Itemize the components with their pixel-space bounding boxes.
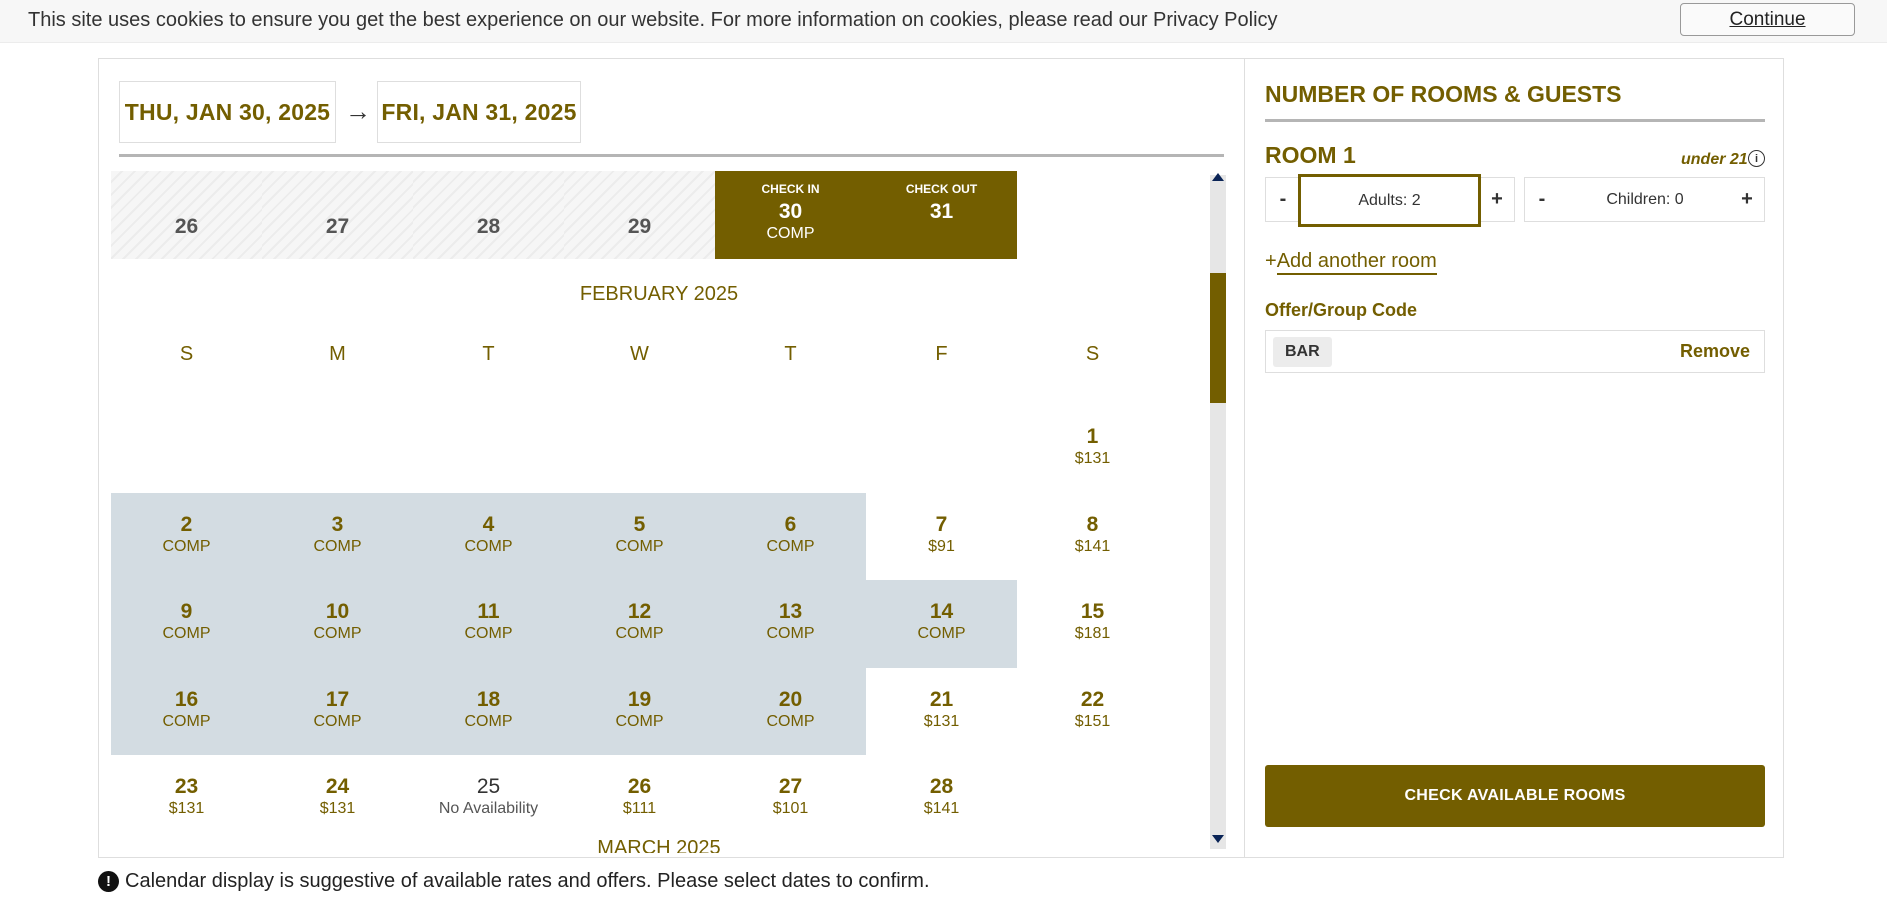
scroll-down-arrow-icon[interactable] bbox=[1212, 835, 1224, 843]
calendar-day-feb-13[interactable] bbox=[715, 580, 866, 668]
weekday-header: S bbox=[179, 343, 194, 365]
weekday-header: F bbox=[935, 343, 948, 365]
day-rate: $151 bbox=[1074, 712, 1111, 730]
calendar-day-feb-12[interactable] bbox=[564, 580, 715, 668]
day-rate: COMP bbox=[615, 712, 664, 730]
children-decrease-button[interactable]: - bbox=[1525, 178, 1559, 221]
day-number: 10 bbox=[325, 600, 350, 623]
day-number: 1 bbox=[1086, 425, 1099, 448]
cookie-message: This site uses cookies to ensure you get the best experience on our website. For more information on cookies, please read our Privacy Policy bbox=[28, 9, 1278, 31]
calendar-day-feb-1[interactable] bbox=[1017, 405, 1168, 493]
calendar-day-feb-10[interactable] bbox=[262, 580, 413, 668]
day-number: 15 bbox=[1080, 600, 1105, 623]
date-divider bbox=[119, 154, 1224, 157]
check-in-tag: CHECK IN bbox=[761, 182, 820, 196]
day-rate: COMP bbox=[766, 537, 815, 555]
cookie-continue-button[interactable]: Continue bbox=[1680, 3, 1855, 36]
weekday-header: M bbox=[329, 343, 346, 365]
under-21-label: under 21 bbox=[1681, 151, 1748, 168]
calendar-day-feb-9[interactable] bbox=[111, 580, 262, 668]
calendar-day-feb-4[interactable] bbox=[413, 493, 564, 581]
day-rate: $181 bbox=[1074, 625, 1111, 642]
adults-decrease-button[interactable]: - bbox=[1266, 178, 1300, 221]
calendar-day-feb-21[interactable] bbox=[866, 668, 1017, 756]
calendar-disclaimer bbox=[98, 870, 930, 893]
disclaimer-text: Calendar display is suggestive of available rates and offers. Please select dates to confirm. bbox=[125, 870, 930, 892]
day-number: 23 bbox=[174, 775, 199, 798]
add-room-plus: + bbox=[1265, 250, 1277, 272]
calendar-panel bbox=[98, 58, 1245, 858]
day-rate: COMP bbox=[162, 537, 211, 555]
calendar-day-jan-27[interactable] bbox=[262, 171, 413, 259]
day-rate: $101 bbox=[772, 800, 809, 817]
day-rate: $141 bbox=[923, 800, 960, 817]
cookie-banner bbox=[0, 0, 1887, 43]
day-rate: COMP bbox=[313, 712, 362, 730]
day-number: 7 bbox=[935, 512, 948, 536]
day-rate: $141 bbox=[1074, 537, 1111, 555]
check-available-rooms-button[interactable]: CHECK AVAILABLE ROOMS bbox=[1265, 765, 1765, 827]
calendar-day-jan-28[interactable] bbox=[413, 171, 564, 259]
calendar-day-feb-3[interactable] bbox=[262, 493, 413, 581]
day-number: 20 bbox=[778, 687, 803, 711]
day-number: 4 bbox=[482, 512, 495, 536]
offer-code-label: Offer/Group Code bbox=[1265, 300, 1417, 320]
calendar-day-jan-29[interactable] bbox=[564, 171, 715, 259]
check-in-date[interactable]: THU, JAN 30, 2025 bbox=[119, 81, 336, 143]
add-room-label[interactable]: Add another room bbox=[1277, 250, 1437, 275]
calendar-day-feb-24[interactable] bbox=[262, 755, 413, 843]
day-number: 8 bbox=[1086, 512, 1099, 536]
scroll-up-arrow-icon[interactable] bbox=[1212, 173, 1224, 181]
day-number: 30 bbox=[778, 200, 803, 223]
month-title-march: MARCH 2025 bbox=[597, 837, 721, 853]
day-number: 27 bbox=[778, 775, 803, 798]
day-number: 28 bbox=[476, 215, 501, 238]
day-rate: COMP bbox=[464, 537, 513, 555]
arrow-right-icon: → bbox=[345, 96, 371, 126]
calendar-day-feb-19[interactable] bbox=[564, 668, 715, 756]
calendar-scrollbar-thumb[interactable] bbox=[1210, 273, 1226, 403]
day-number: 26 bbox=[627, 775, 652, 798]
day-rate: $131 bbox=[319, 800, 356, 817]
day-rate: COMP bbox=[464, 712, 513, 730]
day-rate: COMP bbox=[615, 537, 664, 555]
day-rate: COMP bbox=[615, 625, 664, 642]
adults-stepper bbox=[1265, 177, 1515, 222]
calendar-grid bbox=[111, 171, 1226, 853]
rooms-guests-title: NUMBER OF ROOMS & GUESTS bbox=[1265, 81, 1622, 107]
calendar-day-feb-7[interactable] bbox=[866, 493, 1017, 581]
day-rate: $131 bbox=[923, 712, 960, 730]
day-number: 19 bbox=[627, 687, 652, 711]
day-rate: $131 bbox=[168, 800, 205, 817]
children-stepper bbox=[1524, 177, 1765, 222]
children-field[interactable]: Children: 0 bbox=[1606, 190, 1684, 208]
calendar-day-feb-28[interactable] bbox=[866, 755, 1017, 843]
calendar-day-feb-11[interactable] bbox=[413, 580, 564, 668]
day-number: 13 bbox=[778, 600, 803, 623]
info-icon[interactable]: i bbox=[1748, 150, 1765, 167]
day-number: 11 bbox=[477, 600, 500, 623]
remove-offer-link[interactable]: Remove bbox=[1679, 341, 1750, 361]
weekday-header: W bbox=[630, 343, 649, 365]
day-rate: COMP bbox=[162, 625, 211, 642]
title-divider bbox=[1265, 119, 1765, 122]
day-rate: COMP bbox=[464, 625, 513, 642]
day-number: 22 bbox=[1080, 687, 1105, 711]
add-another-room-link[interactable] bbox=[1265, 250, 1437, 273]
day-number: 21 bbox=[929, 687, 954, 711]
day-number: 12 bbox=[627, 600, 652, 623]
day-number: 25 bbox=[476, 775, 501, 798]
calendar-day-feb-16[interactable] bbox=[111, 668, 262, 756]
day-rate: COMP bbox=[766, 225, 815, 242]
day-number: 5 bbox=[633, 512, 646, 536]
day-rate: COMP bbox=[766, 625, 815, 642]
calendar-day-feb-5[interactable] bbox=[564, 493, 715, 581]
calendar-day-jan-30[interactable] bbox=[715, 171, 866, 259]
day-rate: COMP bbox=[313, 625, 362, 642]
day-number: 27 bbox=[325, 215, 350, 238]
month-title-february: FEBRUARY 2025 bbox=[579, 283, 739, 305]
day-number: 31 bbox=[929, 200, 954, 223]
alert-icon: ! bbox=[98, 871, 119, 892]
day-rate: $91 bbox=[928, 537, 955, 555]
calendar-day-feb-23[interactable] bbox=[111, 755, 262, 843]
calendar-day-feb-25 bbox=[413, 755, 564, 843]
day-number: 26 bbox=[174, 215, 199, 238]
day-number: 6 bbox=[784, 512, 797, 536]
offer-code-chip: BAR bbox=[1273, 337, 1332, 367]
day-number: 16 bbox=[174, 687, 199, 711]
day-number: 14 bbox=[929, 600, 954, 623]
day-number: 2 bbox=[180, 512, 193, 536]
day-number: 18 bbox=[476, 687, 501, 711]
calendar-day-feb-2[interactable] bbox=[111, 493, 262, 581]
day-number: 28 bbox=[929, 775, 954, 798]
day-number: 17 bbox=[325, 687, 350, 711]
day-rate: COMP bbox=[917, 625, 966, 642]
room-title: ROOM 1 bbox=[1265, 142, 1356, 168]
day-rate: COMP bbox=[162, 712, 211, 730]
offer-code-field[interactable] bbox=[1265, 330, 1765, 373]
calendar-day-feb-17[interactable] bbox=[262, 668, 413, 756]
calendar-day-feb-18[interactable] bbox=[413, 668, 564, 756]
children-increase-button[interactable]: + bbox=[1730, 178, 1764, 221]
day-rate: $131 bbox=[1074, 450, 1111, 467]
calendar-day-feb-27[interactable] bbox=[715, 755, 866, 843]
day-number: 29 bbox=[627, 215, 652, 238]
no-availability-label: No Availability bbox=[438, 800, 539, 817]
adults-increase-button[interactable]: + bbox=[1480, 178, 1514, 221]
calendar-day-feb-26[interactable] bbox=[564, 755, 715, 843]
day-rate: $111 bbox=[622, 800, 657, 817]
calendar-day-feb-14[interactable] bbox=[866, 580, 1017, 668]
adults-field[interactable]: Adults: 2 bbox=[1298, 174, 1481, 227]
check-out-date[interactable]: FRI, JAN 31, 2025 bbox=[377, 81, 581, 143]
weekday-header: S bbox=[1085, 343, 1100, 365]
calendar-day-jan-26[interactable] bbox=[111, 171, 262, 259]
day-number: 9 bbox=[180, 600, 193, 623]
rooms-guests-panel bbox=[1244, 58, 1784, 858]
calendar-day-feb-8[interactable] bbox=[1017, 493, 1168, 581]
weekday-header: T bbox=[784, 343, 797, 365]
day-number: 3 bbox=[331, 512, 344, 536]
calendar-day-jan-31[interactable] bbox=[866, 171, 1017, 259]
calendar-day-feb-20[interactable] bbox=[715, 668, 866, 756]
day-rate: COMP bbox=[766, 712, 815, 730]
weekday-header: T bbox=[482, 343, 495, 365]
day-number: 24 bbox=[325, 775, 350, 798]
check-out-tag: CHECK OUT bbox=[905, 182, 978, 196]
calendar-day-feb-6[interactable] bbox=[715, 493, 866, 581]
day-rate: COMP bbox=[313, 537, 362, 555]
calendar-day-feb-22[interactable] bbox=[1017, 668, 1168, 756]
calendar-day-feb-15[interactable] bbox=[1017, 580, 1168, 668]
